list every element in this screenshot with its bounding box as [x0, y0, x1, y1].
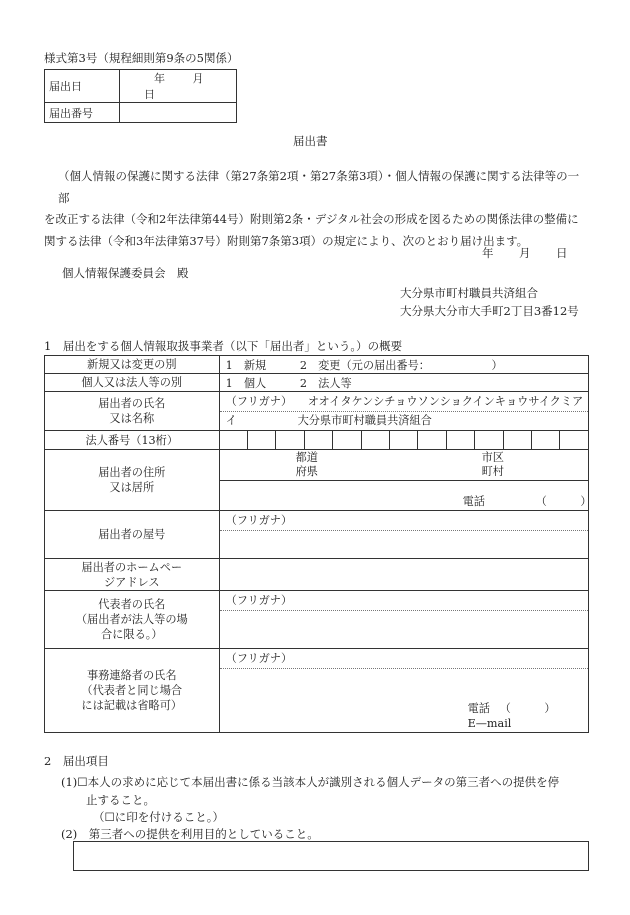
contact-field[interactable] — [219, 649, 588, 733]
homepage-label-line: 届出者のホームペー — [81, 560, 183, 574]
intro-line: 関する法律（令和3年法律第37号）附則第7条第3項）の規定により、次のとおり届け出ます。 — [44, 233, 529, 248]
trade-name-field[interactable] — [219, 511, 588, 559]
item1-line2: 止すること。 — [86, 793, 155, 807]
corp-number-digit[interactable] — [475, 431, 503, 450]
section1-heading: 1 届出をする個人情報取扱事業者（以下「届出者」という。）の概要 — [44, 339, 403, 353]
address-label — [45, 450, 220, 511]
applicant-table — [44, 355, 592, 733]
filing-info-table — [44, 69, 237, 123]
corp-number-digit[interactable] — [247, 431, 275, 450]
form-label: 様式第3号（規程細則第9条の5関係） — [44, 51, 239, 65]
new-or-change-label: 新規又は変更の別 — [45, 356, 220, 374]
contact-label-line: （代表者と同じ場合 — [81, 684, 183, 697]
item1-line1[interactable]: (1)☐本人の求めに応じて本届出書に係る当該本人が識別される個人データの第三者への提供を停 — [61, 775, 560, 789]
city-label — [482, 451, 504, 479]
filing-date-label: 届出日 — [45, 70, 120, 103]
filing-date-field[interactable] — [120, 70, 237, 103]
name-kana: オオイタケンシチョウソンショクインキョウサイクミアイ — [225, 395, 584, 427]
sender-org: 大分県市町村職員共済組合 — [400, 286, 538, 300]
name-label-line: 又は名称 — [109, 412, 155, 425]
contact-label-line: 事務連絡者の氏名 — [87, 669, 177, 682]
date-month: 月 — [519, 246, 531, 260]
address-upper — [220, 450, 588, 481]
name-field[interactable] — [219, 392, 588, 431]
filing-number-field[interactable] — [120, 103, 237, 123]
corp-number-digit[interactable] — [446, 431, 474, 450]
pref-label — [296, 451, 318, 479]
corp-number-digit[interactable] — [219, 431, 247, 450]
pref-label-line: 府県 — [295, 465, 318, 478]
corp-number-digit[interactable] — [560, 431, 589, 450]
representative-label-line: 合に限る。） — [101, 628, 163, 641]
section2-heading: 2 届出項目 — [44, 754, 109, 768]
date-day: 日 — [556, 246, 568, 260]
tel-label: 電話 — [467, 702, 490, 715]
corp-number-digit[interactable] — [418, 431, 446, 450]
representative-label-line: （届出者が法人等の場 — [75, 613, 188, 626]
page-title: 届出書 — [293, 134, 328, 148]
corp-number-digit[interactable] — [532, 431, 560, 450]
corp-number-digit[interactable] — [304, 431, 332, 450]
tel-label: 電話 — [462, 495, 485, 508]
individual-or-corp-options — [219, 374, 588, 392]
furigana-label: （フリガナ） — [225, 395, 293, 408]
tel-paren: （ ） — [535, 495, 592, 508]
option-individual[interactable]: 1 個人 — [225, 376, 267, 390]
furigana-label: （フリガナ） — [220, 591, 588, 611]
corp-number-digit[interactable] — [503, 431, 531, 450]
email-label: E—mail — [467, 717, 512, 730]
address-label-line: 届出者の住所 — [98, 466, 166, 479]
option-change[interactable]: 2 変更（元の届出番号： ） — [299, 358, 503, 372]
item2-entry-box[interactable] — [73, 841, 589, 871]
intro-line: （個人情報の保護に関する法律（第27条第2項・第27条第3項）・個人情報の保護に関する法律等の一部 — [58, 169, 580, 205]
day-label: 日 — [144, 88, 155, 101]
name-value: 大分県市町村職員共済組合 — [297, 414, 432, 427]
representative-label — [45, 591, 220, 649]
address-lower — [220, 481, 592, 510]
name-label — [45, 392, 220, 431]
individual-or-corp-label: 個人又は法人等の別 — [45, 374, 220, 392]
date-year: 年 — [482, 246, 494, 260]
contact-label-line: には記載は省略可） — [81, 699, 183, 712]
new-or-change-options — [219, 356, 588, 374]
address-label-line: 又は居所 — [109, 481, 155, 494]
sender-address: 大分県大分市大手町2丁目3番12号 — [400, 304, 579, 318]
corp-number-digit[interactable] — [276, 431, 304, 450]
corp-number-digit[interactable] — [333, 431, 361, 450]
intro-line: を改正する法律（令和2年法律第44号）附則第2条・デジタル社会の形成を図るための関係法律の整備に — [44, 212, 579, 226]
furigana-label: （フリガナ） — [220, 649, 588, 669]
homepage-label-line: ジアドレス — [103, 575, 160, 589]
contact-label — [45, 649, 220, 733]
corp-number-label: 法人番号（13桁） — [45, 431, 220, 450]
year-label: 年 — [154, 72, 165, 85]
city-label-line: 市区 — [481, 451, 504, 464]
homepage-field[interactable] — [219, 559, 588, 591]
month-label: 月 — [192, 72, 204, 85]
address-field[interactable] — [219, 450, 592, 511]
item2: (2) 第三者への提供を利用目的としていること。 — [61, 827, 319, 841]
tel-paren: （ ） — [499, 702, 556, 715]
furigana-label: （フリガナ） — [220, 511, 588, 531]
city-label-line: 町村 — [481, 465, 504, 478]
corp-number-digit[interactable] — [361, 431, 389, 450]
representative-label-line: 代表者の氏名 — [98, 598, 166, 611]
intro-paragraph — [44, 166, 590, 252]
name-label-line: 届出者の氏名 — [98, 397, 166, 410]
trade-name-label: 届出者の屋号 — [45, 511, 220, 559]
representative-field[interactable] — [219, 591, 588, 649]
corp-number-digit[interactable] — [390, 431, 418, 450]
item1-note: （☐に印を付けること。） — [93, 810, 225, 824]
homepage-label — [45, 559, 220, 591]
option-corp[interactable]: 2 法人等 — [299, 376, 352, 390]
option-new[interactable]: 1 新規 — [225, 358, 267, 372]
pref-label-line: 都道 — [295, 451, 318, 464]
filing-number-label: 届出番号 — [45, 103, 120, 123]
addressee: 個人情報保護委員会 殿 — [62, 266, 189, 280]
